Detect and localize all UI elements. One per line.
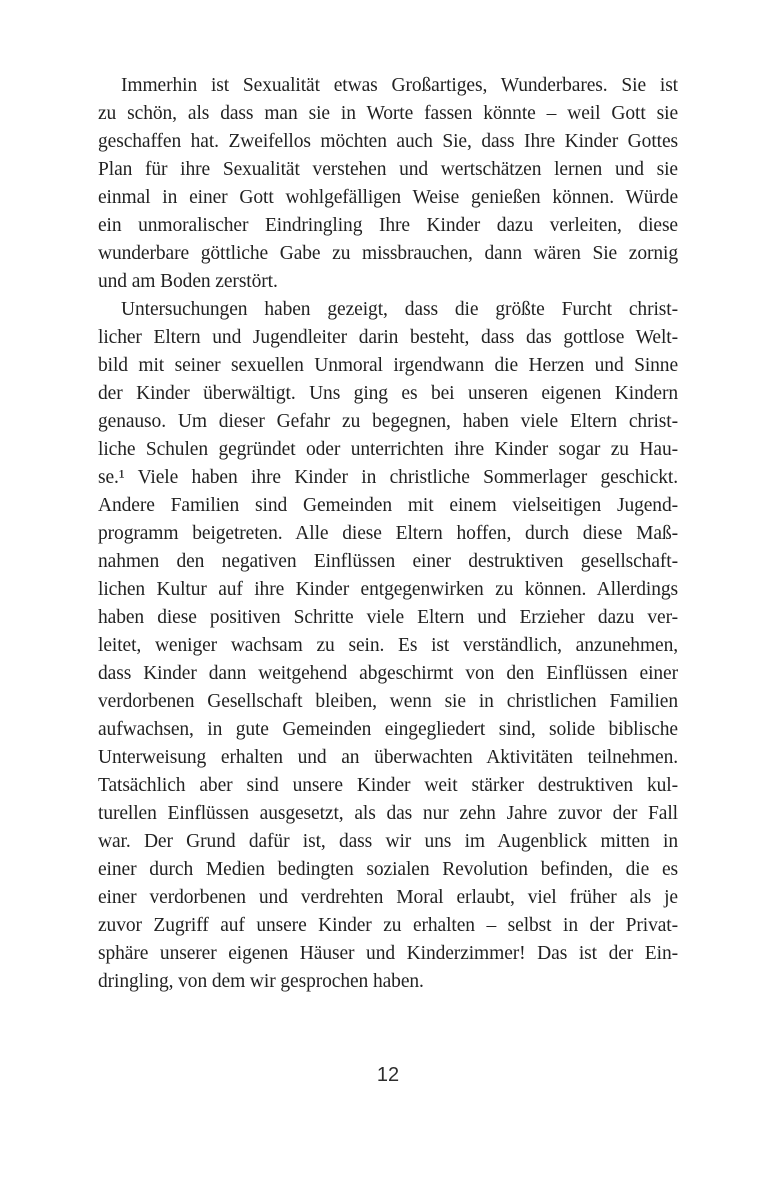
- text-line: sphäre unserer eigenen Häuser und Kinderzimmer! Das ist der Ein-: [98, 943, 678, 964]
- text-line: einmal in einer Gott wohlgefälligen Weise genießen können. Würde: [98, 187, 678, 208]
- text-line: Tatsächlich aber sind unsere Kinder weit stärker destruktiven kul-: [98, 775, 678, 796]
- page-number: 12: [376, 1064, 400, 1086]
- text-line: verdorbenen Gesellschaft bleiben, wenn sie in christlichen Familien: [98, 691, 678, 712]
- text-line: leitet, weniger wachsam zu sein. Es ist verständlich, anzunehmen,: [98, 635, 678, 656]
- text-line: liche Schulen gegründet oder unterrichten ihre Kinder sogar zu Hau-: [98, 439, 678, 460]
- text-line: geschaffen hat. Zweifellos möchten auch Sie, dass Ihre Kinder Gottes: [98, 131, 678, 152]
- text-line: zu schön, als dass man sie in Worte fassen könnte – weil Gott sie: [98, 103, 678, 124]
- text-line: wunderbare göttliche Gabe zu missbrauchen, dann wären Sie zornig: [98, 243, 678, 264]
- text-line: haben diese positiven Schritte viele Eltern und Erzieher dazu ver-: [98, 607, 678, 628]
- text-line: Plan für ihre Sexualität verstehen und wertschätzen lernen und sie: [98, 159, 678, 180]
- text-line: dringling, von dem wir gesprochen haben.: [98, 971, 424, 992]
- text-line: ein unmoralischer Eindringling Ihre Kinder dazu verleiten, diese: [98, 215, 678, 236]
- text-line: licher Eltern und Jugendleiter darin besteht, dass das gottlose Welt-: [98, 327, 678, 348]
- text-line: Immerhin ist Sexualität etwas Großartiges, Wunderbares. Sie ist: [121, 75, 678, 96]
- text-line: zuvor Zugriff auf unsere Kinder zu erhalten – selbst in der Privat-: [98, 915, 678, 936]
- text-line: einer verdorbenen und verdrehten Moral erlaubt, viel früher als je: [98, 887, 678, 908]
- text-line: einer durch Medien bedingten sozialen Revolution befinden, die es: [98, 859, 678, 880]
- text-line: der Kinder überwältigt. Uns ging es bei unseren eigenen Kindern: [98, 383, 678, 404]
- text-line: und am Boden zerstört.: [98, 271, 278, 292]
- paragraph-1: [98, 72, 678, 296]
- text-line: dass Kinder dann weitgehend abgeschirmt von den Einflüssen einer: [98, 663, 678, 684]
- text-line: aufwachsen, in gute Gemeinden eingegliedert sind, solide biblische: [98, 719, 678, 740]
- text-line: Untersuchungen haben gezeigt, dass die größte Furcht christ-: [121, 299, 678, 320]
- paragraph-2: [98, 296, 678, 996]
- text-line: se.¹ Viele haben ihre Kinder in christliche Sommerlager geschickt.: [98, 467, 678, 488]
- text-line: programm beigetreten. Alle diese Eltern hoffen, durch diese Maß-: [98, 523, 678, 544]
- text-line: Andere Familien sind Gemeinden mit einem vielseitigen Jugend-: [98, 495, 678, 516]
- text-line: genauso. Um dieser Gefahr zu begegnen, haben viele Eltern christ-: [98, 411, 678, 432]
- text-line: bild mit seiner sexuellen Unmoral irgendwann die Herzen und Sinne: [98, 355, 678, 376]
- text-line: nahmen den negativen Einflüssen einer destruktiven gesellschaft-: [98, 551, 678, 572]
- text-line: war. Der Grund dafür ist, dass wir uns im Augenblick mitten in: [98, 831, 678, 852]
- text-line: Unterweisung erhalten und an überwachten Aktivitäten teilnehmen.: [98, 747, 678, 768]
- page-text-block: [98, 72, 678, 996]
- text-line: lichen Kultur auf ihre Kinder entgegenwirken zu können. Allerdings: [98, 579, 678, 600]
- text-line: turellen Einflüssen ausgesetzt, als das nur zehn Jahre zuvor der Fall: [98, 803, 678, 824]
